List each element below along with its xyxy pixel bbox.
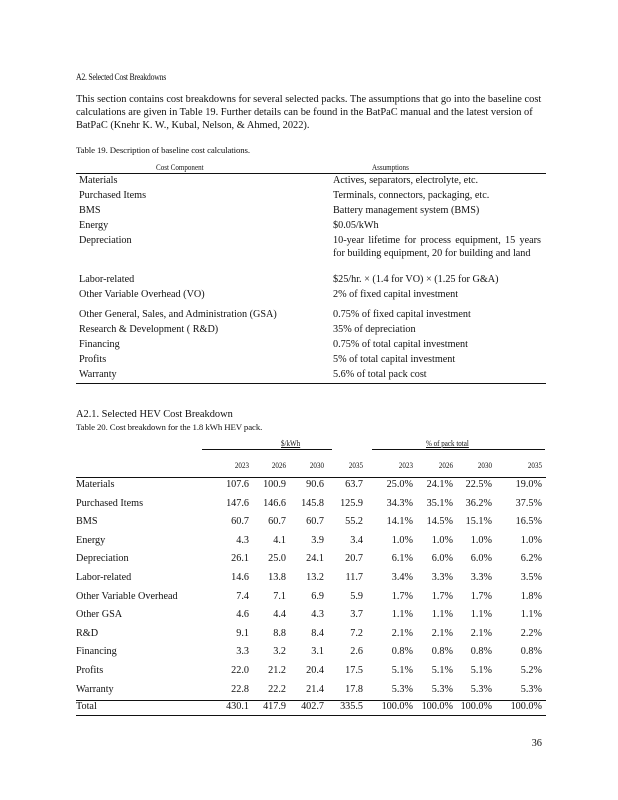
- table20-year-header: 2023: [398, 460, 413, 470]
- table20-group-percent-rule: [372, 449, 545, 450]
- table20-cell: 0.8%: [470, 646, 492, 658]
- table20-row-label: Financing: [76, 646, 117, 658]
- table20-row: [76, 665, 546, 683]
- table20-cell: 146.6: [263, 497, 286, 509]
- table20-cell: 0.8%: [520, 646, 542, 658]
- table20-row: [76, 553, 546, 571]
- table20-cell: 5.9: [350, 590, 363, 602]
- table20-cell: 22.2: [268, 683, 286, 695]
- table19-header: [76, 160, 546, 174]
- table20-cell: 1.0%: [520, 534, 542, 546]
- table19-assumption: 0.75% of total capital investment: [333, 339, 468, 350]
- table20-cell: 4.1: [273, 534, 286, 546]
- table19: [76, 160, 546, 384]
- table20-cell: 17.5: [345, 665, 363, 676]
- table20-cell: 3.4%: [391, 572, 413, 583]
- table20-row: [76, 572, 546, 590]
- table20-cell: 25.0: [268, 553, 286, 565]
- table20-cell: 6.1%: [391, 553, 413, 565]
- table19-row: [76, 338, 546, 353]
- table20-cell: 25.0%: [386, 479, 413, 490]
- table20-cell: 3.5%: [520, 572, 542, 583]
- table20-cell: 3.2: [273, 646, 286, 658]
- table20-cell: 7.1: [273, 590, 286, 602]
- table20-row-label: Warranty: [76, 683, 114, 695]
- table20-cell: 22.8: [231, 683, 249, 695]
- table19-row: [76, 204, 546, 219]
- table19-cost-component: Research & Development ( R&D): [79, 324, 219, 335]
- table20-total-cell: 335.5: [340, 701, 363, 713]
- table20-row: [76, 646, 546, 664]
- table20-cell: 6.2%: [520, 553, 542, 565]
- table20-cell: 100.9: [263, 479, 286, 490]
- table19-assumption: 10-year lifetime for process equipment, 15 years for building equipment, 20 for building and land: [333, 235, 541, 259]
- table20-cell: 1.0%: [391, 534, 413, 546]
- table19-row: [76, 273, 546, 288]
- table19-row: [76, 288, 546, 303]
- table20-row: [76, 516, 546, 534]
- table20-cell: 7.4: [236, 590, 249, 602]
- table20-total-label: Total: [76, 701, 97, 713]
- table20-total-cell: 430.1: [226, 701, 249, 713]
- table20-row-label: Other GSA: [76, 609, 123, 621]
- table19-assumption: 5% of total capital investment: [333, 354, 456, 365]
- table20-total-cell: 402.7: [301, 701, 324, 713]
- page-number: 36: [531, 738, 542, 749]
- table20-cell: 3.9: [311, 534, 324, 546]
- table20-cell: 20.4: [306, 665, 324, 676]
- table19-row: [76, 234, 546, 273]
- table20-total-cell: 100.0%: [510, 701, 542, 713]
- table19-assumption: 2% of fixed capital investment: [333, 289, 459, 300]
- table20-year-header: 2030: [309, 460, 324, 470]
- table20-cell: 5.3%: [391, 683, 413, 695]
- table19-cost-component: Labor-related: [79, 274, 135, 285]
- table19-cost-component: Depreciation: [79, 235, 132, 246]
- table20-cell: 5.1%: [391, 665, 413, 676]
- table20-cell: 6.0%: [470, 553, 492, 565]
- table20-cell: 3.3: [236, 646, 249, 658]
- table20-cell: 19.0%: [515, 479, 542, 490]
- table20-total-row: [76, 700, 546, 716]
- table20-cell: 3.4: [350, 534, 363, 546]
- table20-cell: 145.8: [301, 497, 324, 509]
- table19-assumption: 5.6% of total pack cost: [333, 369, 427, 380]
- table19-cost-component: Other Variable Overhead (VO): [79, 289, 205, 300]
- table20-cell: 15.1%: [465, 516, 492, 528]
- table19-assumption: 0.75% of fixed capital investment: [333, 309, 471, 320]
- table20-cell: 4.6: [236, 609, 249, 621]
- table20-cell: 5.2%: [520, 665, 542, 676]
- table19-assumption: $0.05/kWh: [333, 220, 379, 231]
- table20-cell: 14.5%: [426, 516, 453, 528]
- table19-row: [76, 353, 546, 368]
- table20-cell: 22.0: [231, 665, 249, 676]
- table20-cell: 9.1: [236, 627, 249, 639]
- table20-group-dollar: $/kWh: [281, 438, 301, 448]
- table20-cell: 147.6: [226, 497, 249, 509]
- table20-cell: 13.8: [268, 572, 286, 583]
- table20-cell: 16.5%: [515, 516, 542, 528]
- table20-cell: 2.1%: [470, 627, 492, 639]
- table20-cell: 90.6: [306, 479, 324, 490]
- table20-cell: 2.6: [350, 646, 363, 658]
- table19-row: [76, 189, 546, 204]
- table20-cell: 60.7: [268, 516, 286, 528]
- table20-cell: 26.1: [231, 553, 249, 565]
- table20-row: [76, 535, 546, 553]
- table20-group-percent: % of pack total: [426, 438, 469, 448]
- table20-row-label: BMS: [76, 516, 98, 528]
- table20-year-header: 2026: [271, 460, 286, 470]
- table19-row: [76, 219, 546, 234]
- table20-row-label: Depreciation: [76, 553, 129, 565]
- table20-cell: 37.5%: [515, 497, 542, 509]
- table20-cell: 5.1%: [431, 665, 453, 676]
- table19-cost-component: BMS: [79, 205, 101, 216]
- table19-row: [76, 174, 546, 189]
- table20-row: [76, 684, 546, 702]
- table19-body: [76, 174, 546, 384]
- table20-cell: 63.7: [345, 479, 363, 490]
- table20-row: [76, 498, 546, 516]
- table20-cell: 0.8%: [431, 646, 453, 658]
- table20-cell: 0.8%: [391, 646, 413, 658]
- table20-cell: 34.3%: [386, 497, 413, 509]
- table19-header-component: Cost Component: [156, 162, 204, 172]
- table20-total-cell: 100.0%: [381, 701, 413, 713]
- table20-cell: 13.2: [306, 572, 324, 583]
- table19-assumption: $25/hr. × (1.4 for VO) × (1.25 for G&A): [333, 274, 499, 285]
- table20-cell: 35.1%: [426, 497, 453, 509]
- table20-cell: 1.7%: [431, 590, 453, 602]
- table19-cost-component: Purchased Items: [79, 190, 147, 201]
- table20-row: [76, 479, 546, 497]
- table20-cell: 36.2%: [465, 497, 492, 509]
- table20-cell: 1.8%: [520, 590, 542, 602]
- table20-cell: 1.0%: [431, 534, 453, 546]
- table20-cell: 1.0%: [470, 534, 492, 546]
- table20-cell: 1.1%: [431, 609, 453, 621]
- table20-cell: 8.8: [273, 627, 286, 639]
- table20-cell: 2.1%: [391, 627, 413, 639]
- table20-cell: 125.9: [340, 497, 363, 509]
- subsection-heading: A2.1. Selected HEV Cost Breakdown: [76, 409, 233, 420]
- table20-row-label: Profits: [76, 665, 104, 676]
- table20-cell: 107.6: [226, 479, 249, 490]
- table20-cell: 5.1%: [470, 665, 492, 676]
- table20-cell: 17.8: [345, 683, 363, 695]
- table19-assumption: Battery management system (BMS): [333, 205, 480, 216]
- table20-total-cell: 417.9: [263, 701, 286, 713]
- table20-cell: 1.1%: [391, 609, 413, 621]
- table20-cell: 14.6: [231, 572, 249, 583]
- section-heading: A2. Selected Cost Breakdowns: [76, 73, 167, 83]
- table20-cell: 55.2: [345, 516, 363, 528]
- table19-cost-component: Profits: [79, 354, 107, 365]
- table20-cell: 2.2%: [520, 627, 542, 639]
- table20-total-cell: 100.0%: [460, 701, 492, 713]
- table19-row: [76, 323, 546, 338]
- table20-cell: 5.3%: [470, 683, 492, 695]
- table20-top-rule: [76, 477, 546, 478]
- table20-row-label: Materials: [76, 479, 115, 490]
- table20-cell: 5.3%: [520, 683, 542, 695]
- table19-cost-component: Warranty: [79, 369, 117, 380]
- table20-cell: 1.1%: [470, 609, 492, 621]
- table20-cell: 3.3%: [431, 572, 453, 583]
- table19-caption: Table 19. Description of baseline cost calculations.: [76, 145, 250, 155]
- table20-cell: 8.4: [311, 627, 324, 639]
- table20-cell: 7.2: [350, 627, 363, 639]
- table20-row-label: Energy: [76, 534, 106, 546]
- table19-assumption: Terminals, connectors, packaging, etc.: [333, 190, 490, 201]
- table19-cost-component: Energy: [79, 220, 109, 231]
- table20-cell: 60.7: [306, 516, 324, 528]
- table19-assumption: Actives, separators, electrolyte, etc.: [333, 175, 479, 186]
- table20-cell: 3.7: [350, 609, 363, 621]
- table20-cell: 5.3%: [431, 683, 453, 695]
- table20-row-label: Purchased Items: [76, 497, 144, 509]
- table20-row-label: Labor-related: [76, 572, 132, 583]
- table20-cell: 4.3: [236, 534, 249, 546]
- table20-cell: 6.0%: [431, 553, 453, 565]
- table20-row: [76, 591, 546, 609]
- table19-row: [76, 308, 546, 323]
- table20-cell: 1.1%: [520, 609, 542, 621]
- table20-cell: 1.7%: [470, 590, 492, 602]
- table20-cell: 22.5%: [465, 479, 492, 490]
- table20-row: [76, 628, 546, 646]
- table20-row-label: R&D: [76, 627, 99, 639]
- table20-cell: 3.3%: [470, 572, 492, 583]
- table20-cell: 2.1%: [431, 627, 453, 639]
- table19-row: [76, 368, 546, 384]
- table20-year-header: 2023: [234, 460, 249, 470]
- table20-cell: 4.3: [311, 609, 324, 621]
- table20-year-header: 2035: [527, 460, 542, 470]
- table20-cell: 24.1: [306, 553, 324, 565]
- table19-cost-component: Financing: [79, 339, 120, 350]
- table20-caption: Table 20. Cost breakdown for the 1.8 kWh HEV pack.: [76, 422, 263, 432]
- table20-cell: 6.9: [311, 590, 324, 602]
- table20-cell: 20.7: [345, 553, 363, 565]
- table20-total-cell: 100.0%: [421, 701, 453, 713]
- table20-cell: 11.7: [345, 572, 363, 583]
- table20-year-header: 2030: [477, 460, 492, 470]
- table20-cell: 14.1%: [386, 516, 413, 528]
- table20-cell: 60.7: [231, 516, 249, 528]
- table20-cell: 21.2: [268, 665, 286, 676]
- table19-cost-component: Materials: [79, 175, 118, 186]
- table19-header-assumptions: Assumptions: [372, 162, 409, 172]
- table20-cell: 21.4: [306, 683, 324, 695]
- table19-cost-component: Other General, Sales, and Administration (GSA): [79, 309, 277, 320]
- intro-paragraph: This section contains cost breakdowns for several selected packs. The assumptions that go into the baseline cost calculations are given in Table 19. Further details can be found in the BatPaC manual and the latest version of BatPaC (Knehr K. W., Kubal, Nelson, & Ahmed, 2022).: [76, 94, 542, 131]
- table20-cell: 3.1: [311, 646, 324, 658]
- table19-assumption: 35% of depreciation: [333, 324, 416, 335]
- table20-year-header: 2026: [438, 460, 453, 470]
- table20-row: [76, 609, 546, 627]
- table20-cell: 4.4: [273, 609, 286, 621]
- table20-cell: 1.7%: [391, 590, 413, 602]
- table20-cell: 24.1%: [426, 479, 453, 490]
- table20-year-header: 2035: [348, 460, 363, 470]
- table20-row-label: Other Variable Overhead: [76, 590, 178, 602]
- table20-group-dollar-rule: [202, 449, 332, 450]
